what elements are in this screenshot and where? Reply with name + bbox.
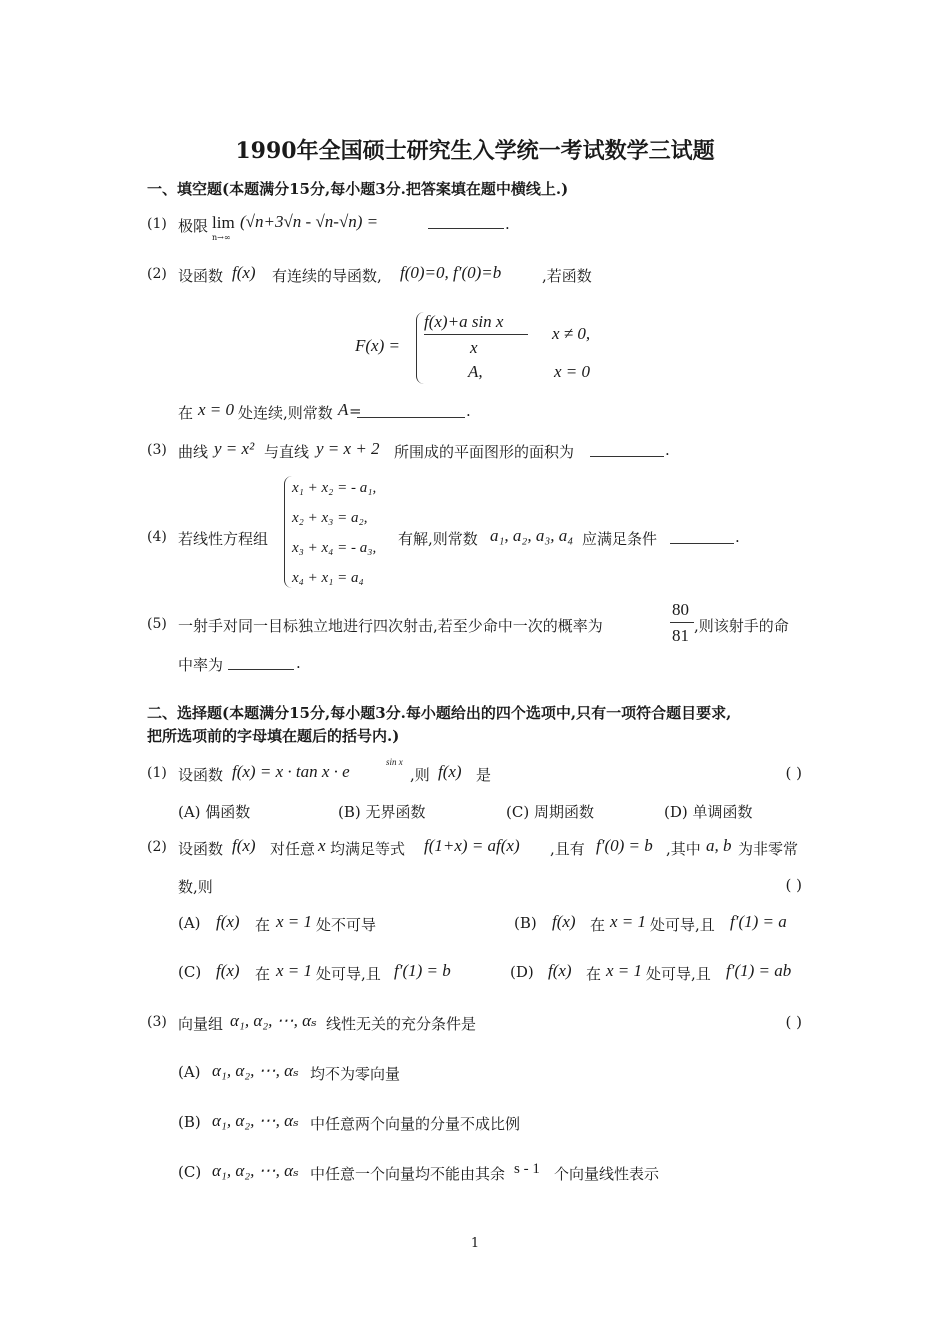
section2-heading-line2: 把所选项前的字母填在题后的括号内.): [147, 727, 400, 745]
s2-q3-b-label: (B): [178, 1113, 201, 1131]
s2-q2-t2: 对任意: [270, 840, 316, 858]
s2-q2-cond: f′(0) = b: [596, 836, 653, 855]
s1-q4-blank: [670, 529, 734, 544]
s2-q1-sup: sin x: [386, 757, 403, 767]
s2-q3-number: (3): [147, 1014, 167, 1030]
page-title: 1990年全国硕士研究生入学统一考试数学三试题: [235, 138, 715, 164]
s1-q4-t2: 有解,则常数: [398, 530, 478, 548]
s2-q2-t6: 为非零常: [738, 840, 799, 858]
s1-q2-text2: 有连续的导函数,: [272, 267, 382, 285]
s2-q2-x: x: [318, 836, 326, 855]
s1-q1-blank: [428, 214, 504, 229]
s1-q5-t1: 一射手对同一目标独立地进行四次射击,若至少命中一次的概率为: [178, 617, 603, 635]
s2-q2-eq: f(1+x) = af(x): [424, 836, 520, 855]
s2-q2-b-x: x = 1: [610, 912, 647, 931]
s1-q5-blank: [228, 655, 294, 670]
s1-q4-consts: a₁, a₂, a₃, a₄: [490, 526, 574, 545]
s1-q4-number: (4): [147, 529, 167, 545]
s1-q5-frac-den: 81: [672, 626, 689, 645]
s1-q1-text: 极限: [178, 217, 209, 235]
s1-q2-frac-line: [424, 334, 528, 335]
s2-q3-c-vec: α₁, α₂, ⋯, αₛ: [212, 1161, 299, 1180]
s2-q2-d-t2: 处可导,且: [646, 965, 711, 983]
s2-q1-t3: 是: [476, 766, 492, 784]
s2-q3-c-text: 中任意一个向量均不能由其余: [310, 1165, 506, 1183]
s2-q3-b-text: 中任意两个向量的分量不成比例: [310, 1115, 521, 1133]
s2-q2-c-t1: 在: [255, 965, 271, 983]
s2-q2-b-t2: 处可导,且: [650, 916, 715, 934]
s2-q2-t7: 数,则: [178, 878, 213, 896]
s1-q2-number: (2): [147, 266, 167, 282]
s1-q4-eq4: x₄ + x₁ = a₄: [292, 570, 364, 586]
section1-heading: 一、填空题(本题满分15分,每小题3分.把答案填在题中横线上.): [147, 180, 569, 198]
s1-q3-end: .: [665, 441, 670, 459]
s1-q2-line2a: 在: [178, 404, 194, 422]
s2-q3-c-label: (C): [178, 1163, 202, 1181]
s2-q2-t1: 设函数: [178, 840, 224, 858]
s1-q5-number: (5): [147, 616, 167, 632]
s2-q2-t3: 均满足等式: [330, 840, 406, 858]
s1-q4-t1: 若线性方程组: [178, 530, 269, 548]
s2-q2-a-t2: 处不可导: [316, 916, 377, 934]
s2-q2-c-label: (C): [178, 963, 202, 981]
s1-q2-frac-den: x: [470, 338, 478, 357]
s2-q2-ab: a, b: [706, 836, 732, 855]
s1-q5-frac-line: [670, 622, 694, 623]
s1-q5-t2: ,则该射手的命: [694, 617, 789, 635]
s1-q4-eq3: x₃ + x₄ = - a₃,: [292, 540, 377, 556]
s2-q2-c-t2: 处可导,且: [316, 965, 381, 983]
s2-q3-a-text: 均不为零向量: [310, 1065, 401, 1083]
s2-q3-t1: 向量组: [178, 1015, 224, 1033]
s1-q1-expr: (√n+3√n - √n-√n) =: [240, 212, 379, 231]
s2-q2-b-t1: 在: [590, 916, 606, 934]
s2-q2-t5: ,其中: [666, 840, 701, 858]
s1-q2-case1-cond: x ≠ 0,: [552, 324, 591, 343]
s1-q3-t3: 所围成的平面图形的面积为: [394, 443, 575, 461]
s1-q2-case2-val: A,: [468, 362, 483, 381]
section2-heading-line1: 二、选择题(本题满分15分,每小题3分.每小题给出的四个选项中,只有一项符合题目要求,: [147, 704, 732, 722]
s2-q3-a-label: (A): [178, 1063, 201, 1081]
s1-q2-frac-num: f(x)+a sin x: [424, 312, 504, 331]
s2-q3-b-vec: α₁, α₂, ⋯, αₛ: [212, 1111, 299, 1130]
s2-q1-number: (1): [147, 765, 167, 781]
s1-q2-end: .: [466, 402, 471, 420]
s2-q2-d-label: (D): [510, 963, 534, 981]
s2-q2-answer-paren[interactable]: ( ): [785, 876, 802, 894]
s1-q1-lim: lim: [212, 213, 235, 232]
s2-q3-answer-paren[interactable]: ( ): [785, 1013, 802, 1031]
s2-q2-d-fx: f(x): [548, 961, 572, 980]
s1-q3-e2: y = x + 2: [316, 439, 380, 458]
s2-q2-b-label: (B): [514, 914, 537, 932]
s2-q2-b-d: f′(1) = a: [730, 912, 787, 931]
s1-q5-end: .: [296, 654, 301, 672]
s2-q2-a-label: (A): [178, 914, 201, 932]
s2-q2-a-t1: 在: [255, 916, 271, 934]
s2-q2-c-x: x = 1: [276, 961, 313, 980]
s2-q1-fx: f(x): [438, 762, 462, 781]
s1-q4-eq1: x₁ + x₂ = - a₁,: [292, 480, 377, 496]
s1-q5-t3: 中率为: [178, 656, 224, 674]
s1-q2-fx: f(x): [232, 263, 256, 282]
s1-q2-text3: ,若函数: [542, 267, 592, 285]
s2-q1-t1: 设函数: [178, 766, 224, 784]
s2-q1-option-d: (D) 单调函数: [664, 803, 753, 821]
s2-q1-option-b: (B) 无界函数: [338, 803, 426, 821]
s2-q3-t2: 线性无关的充分条件是: [326, 1015, 477, 1033]
s2-q3-a-vec: α₁, α₂, ⋯, αₛ: [212, 1061, 299, 1080]
s1-q5-frac-num: 80: [672, 600, 689, 619]
s1-q3-t2: 与直线: [264, 443, 310, 461]
s2-q1-option-c: (C) 周期函数: [506, 803, 594, 821]
s1-q2-line2A: A: [338, 400, 349, 419]
s1-q2-line2x: x = 0: [198, 400, 235, 419]
s2-q2-fx: f(x): [232, 836, 256, 855]
s2-q2-c-fx: f(x): [216, 961, 240, 980]
s2-q1-expr: f(x) = x · tan x · e: [232, 762, 350, 781]
s1-q1-end: .: [505, 215, 510, 233]
s1-q3-blank: [590, 442, 664, 457]
s1-q2-line2c: =: [349, 402, 362, 420]
s2-q2-d-d: f′(1) = ab: [726, 961, 792, 980]
s1-q2-blank: [357, 403, 465, 418]
s1-q3-number: (3): [147, 442, 167, 458]
s1-q4-t3: 应满足条件: [582, 530, 658, 548]
s1-q1-number: (1): [147, 216, 167, 232]
s2-q2-a-fx: f(x): [216, 912, 240, 931]
s2-q1-t2: ,则: [410, 766, 430, 784]
page-number: 1: [470, 1236, 480, 1251]
s2-q1-answer-paren[interactable]: ( ): [785, 764, 802, 782]
s2-q2-t4: ,且有: [550, 840, 585, 858]
s2-q3-vec: α₁, α₂, ⋯, αₛ: [230, 1011, 317, 1030]
s1-q3-e1: y = x²: [214, 439, 255, 458]
s1-q3-t1: 曲线: [178, 443, 209, 461]
s1-q2-text1: 设函数: [178, 267, 224, 285]
s1-q4-end: .: [735, 528, 740, 546]
s2-q2-b-fx: f(x): [552, 912, 576, 931]
s1-q2-case2-cond: x = 0: [554, 362, 591, 381]
s2-q2-c-d: f′(1) = b: [394, 961, 451, 980]
s1-q2-F: F(x) =: [355, 336, 400, 355]
s1-q2-cond: f(0)=0, f′(0)=b: [400, 263, 502, 282]
s2-q1-option-a: (A) 偶函数: [178, 803, 251, 821]
s2-q3-c-s: s - 1: [514, 1161, 540, 1177]
s2-q3-c-text2: 个向量线性表示: [554, 1165, 660, 1183]
s2-q2-a-x: x = 1: [276, 912, 313, 931]
s2-q2-number: (2): [147, 839, 167, 855]
s2-q2-d-t1: 在: [586, 965, 602, 983]
s2-q2-d-x: x = 1: [606, 961, 643, 980]
s1-q1-lim-sub: n→∞: [212, 233, 231, 242]
s1-q2-line2b: 处连续,则常数: [238, 404, 333, 422]
s1-q4-eq2: x₂ + x₃ = a₂,: [292, 510, 368, 526]
